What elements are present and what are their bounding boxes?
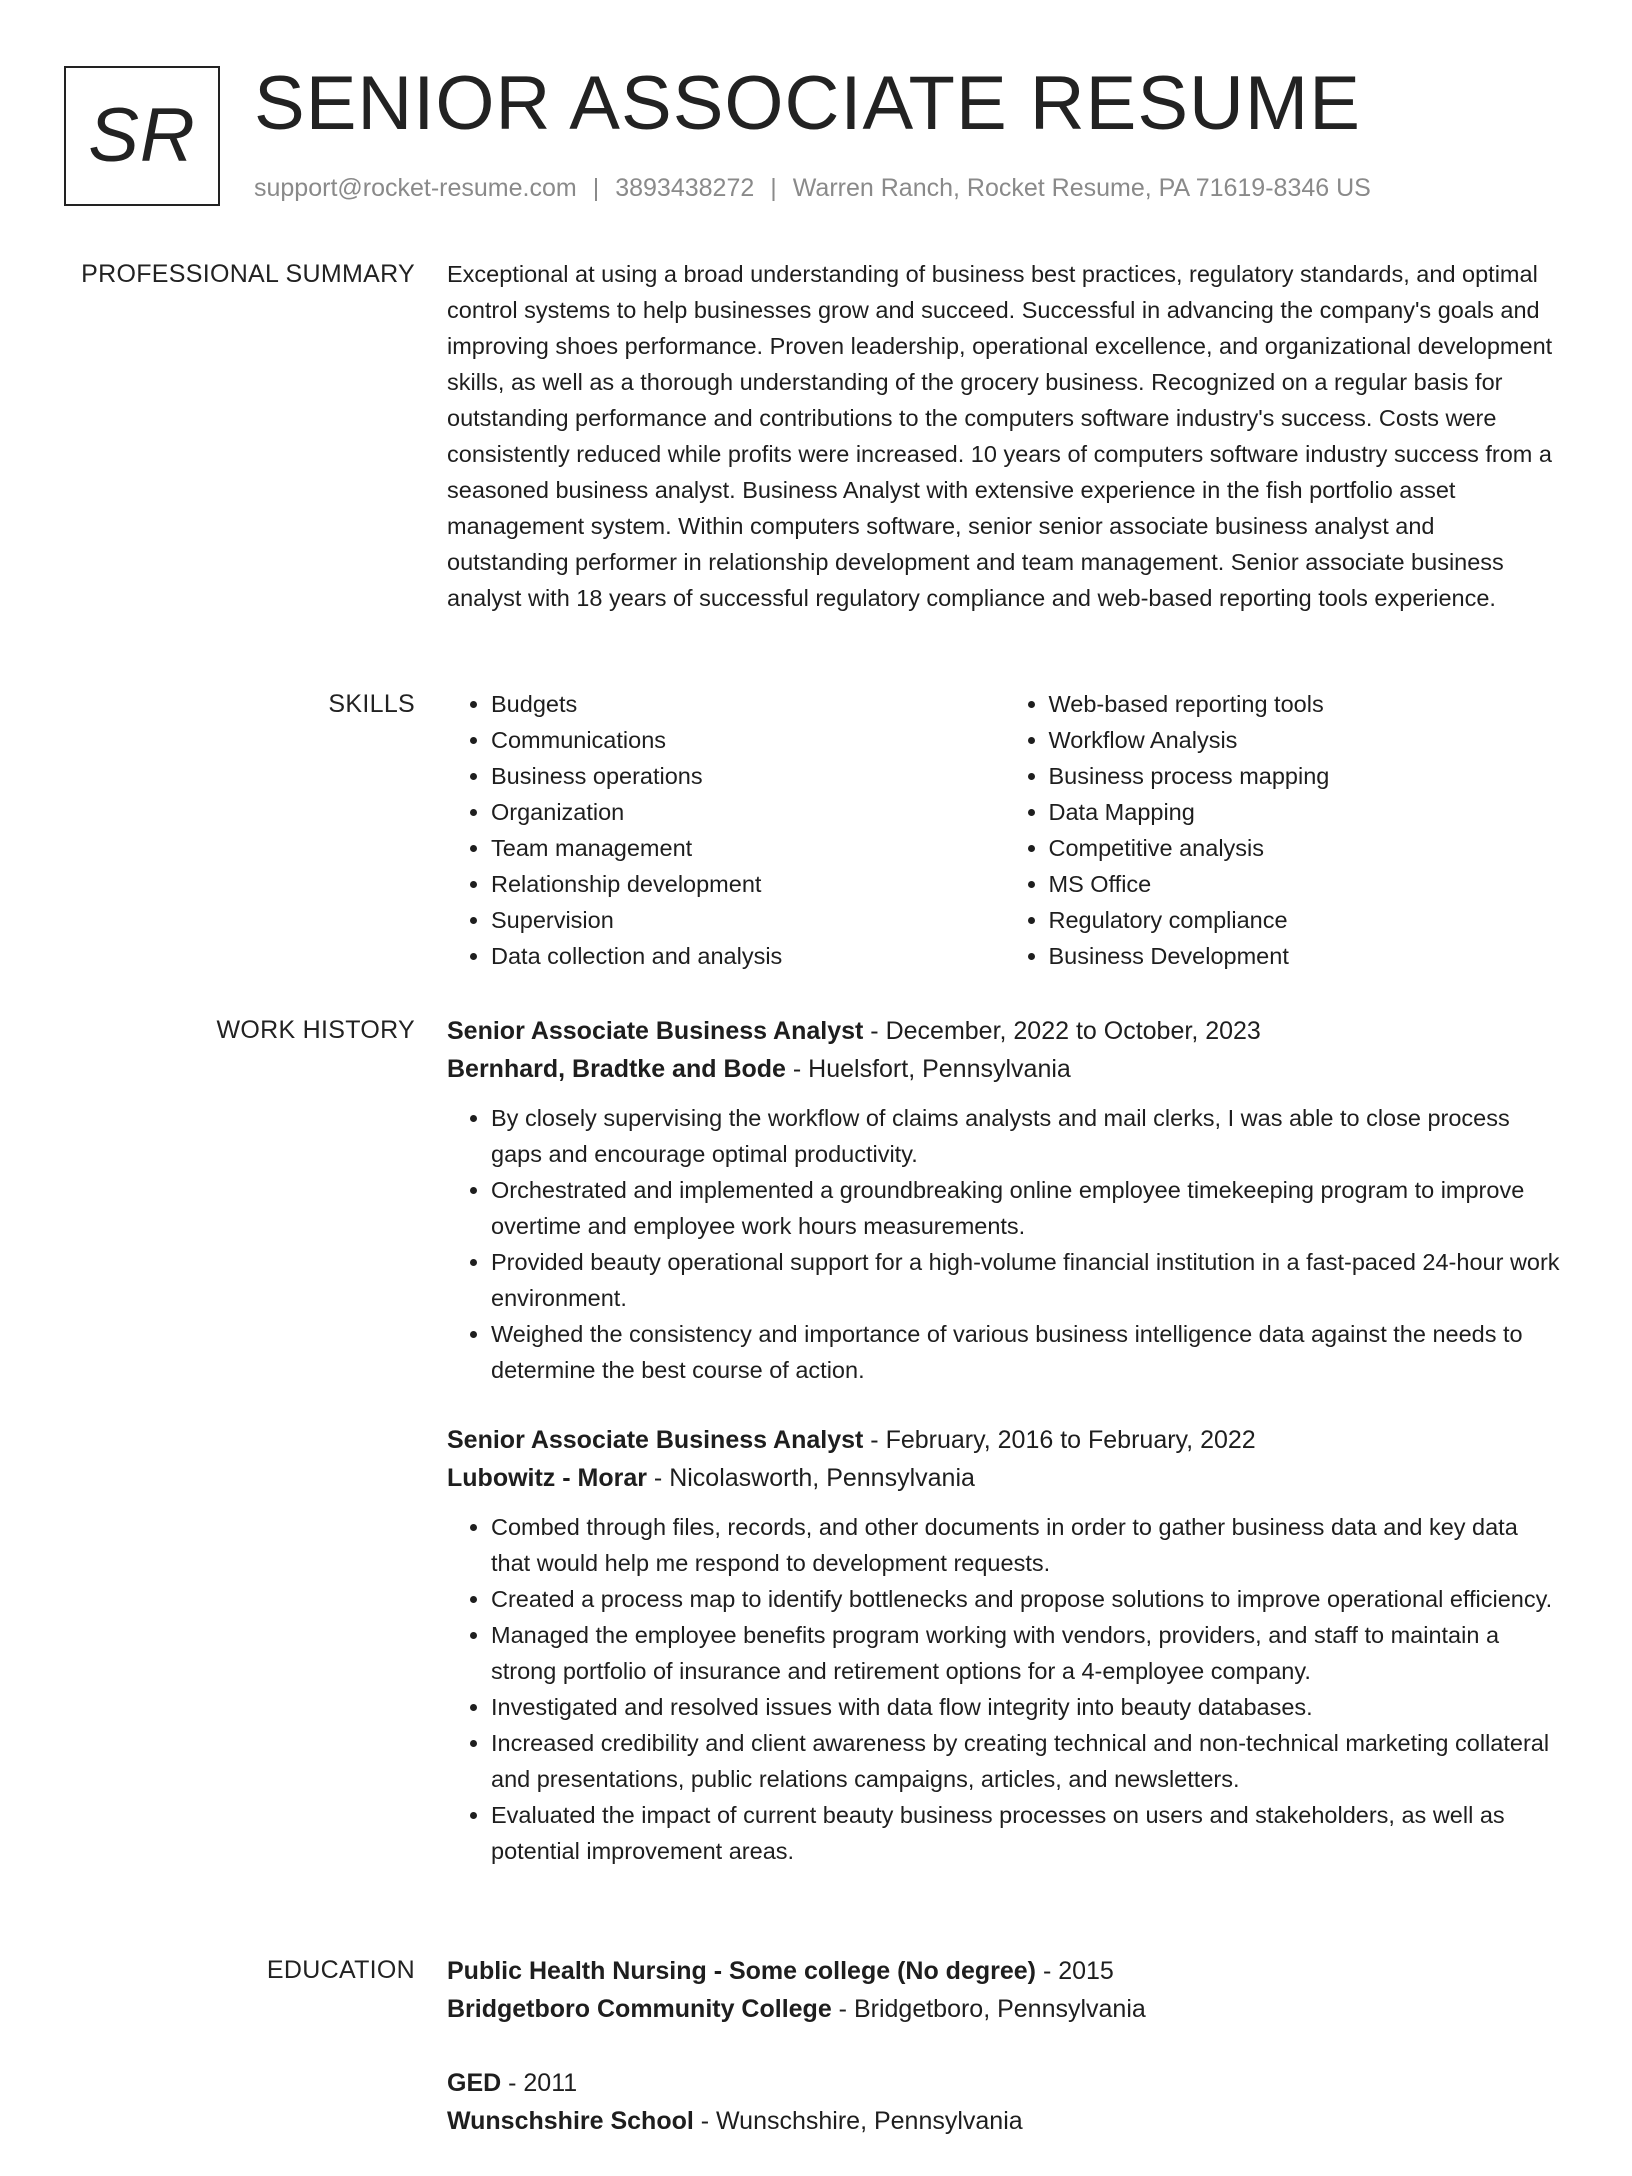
education-entry [447, 2064, 1562, 2140]
skill-item: • Business Development [1049, 938, 1563, 974]
skill-item: • Competitive analysis [1049, 830, 1563, 866]
section-label-education: EDUCATION [266, 1956, 415, 1984]
job-bullet: • Managed the employee benefits program working with vendors, providers, and staff to maintain a strong portfolio of insurance and retirement options for a 4-employee company. [491, 1617, 1562, 1689]
skill-item: • Supervision [491, 902, 1005, 938]
job-entry [447, 1012, 1562, 1388]
job-bullet: • By closely supervising the workflow of claims analysts and mail clerks, I was able to close process gaps and encourage optimal productivity. [491, 1100, 1562, 1172]
skill-item: • Data collection and analysis [491, 938, 1005, 974]
section-label-summary: PROFESSIONAL SUMMARY [81, 260, 415, 288]
job-location: - Nicolasworth, Pennsylvania [646, 1464, 975, 1492]
job-dates: - February, 2016 to February, 2022 [863, 1426, 1256, 1454]
job-entry [447, 1421, 1562, 1869]
resume-title: SENIOR ASSOCIATE RESUME [254, 61, 1361, 146]
job-bullet: • Weighed the consistency and importance of various business intelligence data against the needs to determine the best course of action. [491, 1316, 1562, 1388]
job-bullet: • Increased credibility and client awareness by creating technical and non-technical marketing collateral and presentations, public relations campaigns, articles, and newsletters. [491, 1725, 1562, 1797]
education-school: Wunschshire School [447, 2107, 694, 2135]
education-heading [447, 2064, 1562, 2102]
contact-email[interactable]: support@rocket-resume.com [254, 174, 577, 202]
contact-separator: | [592, 174, 600, 202]
job-employer [447, 1459, 1562, 1497]
education-body [447, 1952, 1562, 2176]
job-company: Lubowitz - Morar [447, 1464, 647, 1492]
contact-phone[interactable]: 3893438272 [615, 174, 755, 202]
skills-list-right [1005, 686, 1563, 974]
work-body [447, 1012, 1562, 1902]
monogram-initials: SR [88, 93, 196, 178]
section-label-work: WORK HISTORY [216, 1016, 415, 1044]
job-location: - Huelsfort, Pennsylvania [785, 1055, 1071, 1083]
job-heading [447, 1012, 1562, 1050]
contact-address: Warren Ranch, Rocket Resume, PA 71619-8346 US [792, 174, 1371, 202]
job-bullets [447, 1100, 1562, 1388]
skill-item: • Business process mapping [1049, 758, 1563, 794]
monogram-box [64, 66, 220, 206]
education-year: - 2015 [1036, 1957, 1114, 1985]
contact-line [254, 174, 1371, 203]
job-bullet: • Orchestrated and implemented a groundbreaking online employee timekeeping program to improve overtime and employee work hours measurements. [491, 1172, 1562, 1244]
job-title: Senior Associate Business Analyst [447, 1017, 864, 1045]
education-school: Bridgetboro Community College [447, 1995, 832, 2023]
skill-item: • Relationship development [491, 866, 1005, 902]
job-bullet: • Evaluated the impact of current beauty business processes on users and stakeholders, as well as potential improvement areas. [491, 1797, 1562, 1869]
skill-item: • Regulatory compliance [1049, 902, 1563, 938]
job-dates: - December, 2022 to October, 2023 [863, 1017, 1261, 1045]
education-location: - Bridgetboro, Pennsylvania [831, 1995, 1146, 2023]
skills-body [447, 686, 1562, 974]
summary-text: Exceptional at using a broad understanding of business best practices, regulatory standards, and optimal control systems to help businesses grow and succeed. Successful in advancing the company's goals and improving shoes performance. Proven leadership, operational excellence, and organizational development skills, as well as a thorough understanding of the grocery business. Recognized on a regular basis for outstanding performance and contributions to the computers software industry's success. Costs were consistently reduced while profits were increased. 10 years of computers software industry success from a seasoned business analyst. Business Analyst with extensive experience in the fish portfolio asset management system. Within computers software, senior senior associate business analyst and outstanding performer in relationship development and team management. Senior associate business analyst with 18 years of successful regulatory compliance and web-based reporting tools experience. [447, 261, 1553, 611]
job-company: Bernhard, Bradtke and Bode [447, 1055, 786, 1083]
education-entry [447, 1952, 1562, 2028]
job-bullets [447, 1509, 1562, 1869]
job-bullet: • Investigated and resolved issues with data flow integrity into beauty databases. [491, 1689, 1562, 1725]
summary-body [447, 256, 1562, 616]
skills-list-left [447, 686, 1005, 974]
job-bullet: • Created a process map to identify bottlenecks and propose solutions to improve operational efficiency. [491, 1581, 1562, 1617]
education-location: - Wunschshire, Pennsylvania [693, 2107, 1023, 2135]
education-heading [447, 1952, 1562, 1990]
education-degree: Public Health Nursing - Some college (No degree) [447, 1957, 1036, 1985]
skill-item: • Team management [491, 830, 1005, 866]
skill-item: • Communications [491, 722, 1005, 758]
education-year: - 2011 [501, 2069, 578, 2097]
education-school-line [447, 2102, 1562, 2140]
skill-item: • MS Office [1049, 866, 1563, 902]
skill-item: • Data Mapping [1049, 794, 1563, 830]
job-title: Senior Associate Business Analyst [447, 1426, 864, 1454]
skill-item: • Organization [491, 794, 1005, 830]
education-school-line [447, 1990, 1562, 2028]
skill-item: • Budgets [491, 686, 1005, 722]
skill-item: • Web-based reporting tools [1049, 686, 1563, 722]
job-heading [447, 1421, 1562, 1459]
skill-item: • Workflow Analysis [1049, 722, 1563, 758]
job-employer [447, 1050, 1562, 1088]
job-bullet: • Combed through files, records, and other documents in order to gather business data and key data that would help me respond to development requests. [491, 1509, 1562, 1581]
job-bullet: • Provided beauty operational support for a high-volume financial institution in a fast-paced 24-hour work environment. [491, 1244, 1562, 1316]
education-degree: GED [447, 2069, 502, 2097]
section-label-skills: SKILLS [328, 690, 415, 718]
skill-item: • Business operations [491, 758, 1005, 794]
contact-separator: | [770, 174, 777, 202]
